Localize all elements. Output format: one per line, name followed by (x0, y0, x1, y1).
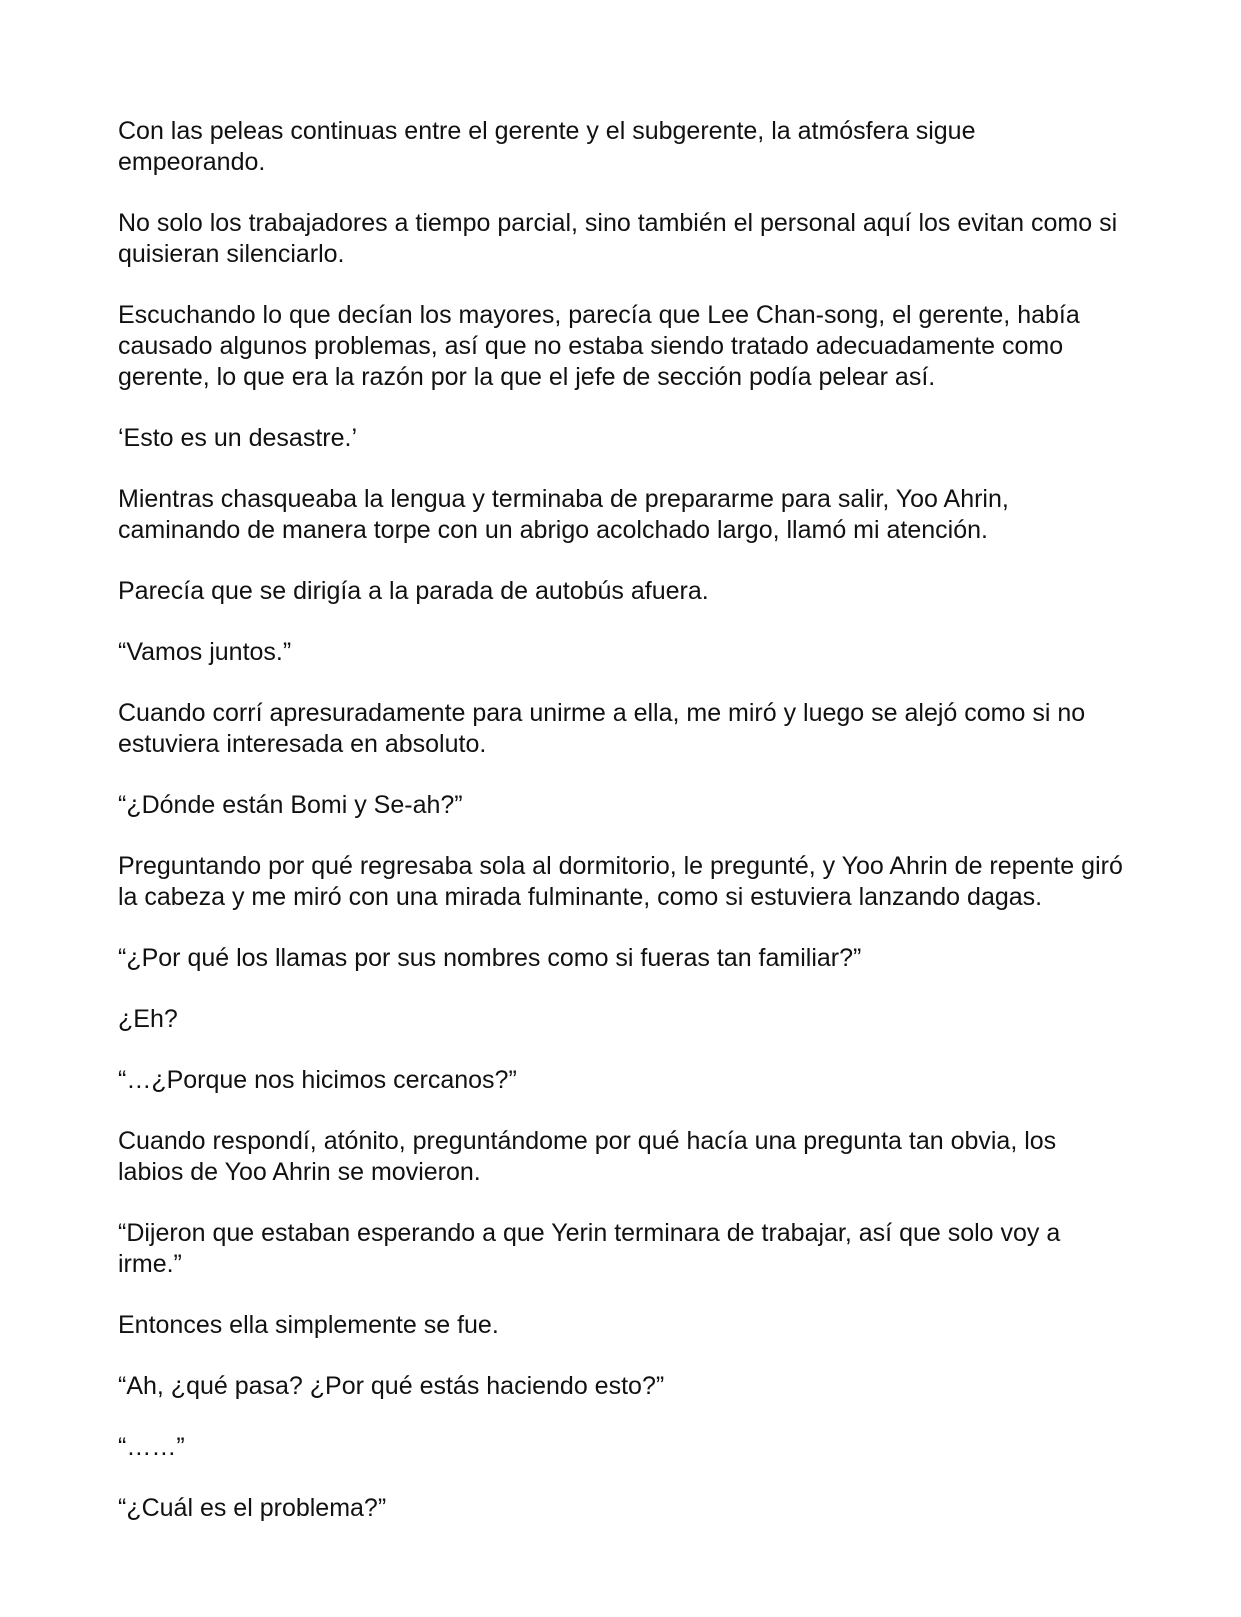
paragraph: “Dijeron que estaban esperando a que Yerin terminara de trabajar, así que solo voy a irme.” (118, 1219, 1061, 1278)
paragraph: Parecía que se dirigía a la parada de autobús afuera. (118, 577, 709, 605)
paragraph: “¿Cuál es el problema?” (118, 1494, 387, 1522)
paragraph: Escuchando lo que decían los mayores, parecía que Lee Chan-song, el gerente, había causado algunos problemas, así que no estaba siendo tratado adecuadamente como gerente, lo que era la razón por la que el jefe de sección podía pelear así. (118, 301, 1080, 391)
paragraph: “Ah, ¿qué pasa? ¿Por qué estás haciendo esto?” (118, 1372, 665, 1400)
document-body (118, 116, 1128, 1554)
paragraph: “¿Por qué los llamas por sus nombres como si fueras tan familiar?” (118, 944, 862, 972)
paragraph: Cuando respondí, atónito, preguntándome por qué hacía una pregunta tan obvia, los labios de Yoo Ahrin se movieron. (118, 1127, 1057, 1186)
paragraph: “…¿Porque nos hicimos cercanos?” (118, 1066, 517, 1094)
paragraph: Mientras chasqueaba la lengua y terminaba de prepararme para salir, Yoo Ahrin, caminando de manera torpe con un abrigo acolchado largo, llamó mi atención. (118, 485, 1009, 544)
paragraph: “……” (118, 1433, 185, 1461)
paragraph: Preguntando por qué regresaba sola al dormitorio, le pregunté, y Yoo Ahrin de repente giró la cabeza y me miró con una mirada fulminante, como si estuviera lanzando dagas. (118, 852, 1123, 911)
paragraph: Con las peleas continuas entre el gerente y el subgerente, la atmósfera sigue empeorando. (118, 117, 976, 176)
paragraph: ¿Eh? (118, 1005, 178, 1033)
paragraph: Entonces ella simplemente se fue. (118, 1311, 499, 1339)
paragraph: ‘Esto es un desastre.’ (118, 424, 358, 452)
paragraph: “¿Dónde están Bomi y Se-ah?” (118, 791, 463, 819)
paragraph: No solo los trabajadores a tiempo parcial, sino también el personal aquí los evitan como si quisieran silenciarlo. (118, 209, 1118, 268)
paragraph: “Vamos juntos.” (118, 638, 292, 666)
paragraph: Cuando corrí apresuradamente para unirme a ella, me miró y luego se alejó como si no estuviera interesada en absoluto. (118, 699, 1086, 758)
